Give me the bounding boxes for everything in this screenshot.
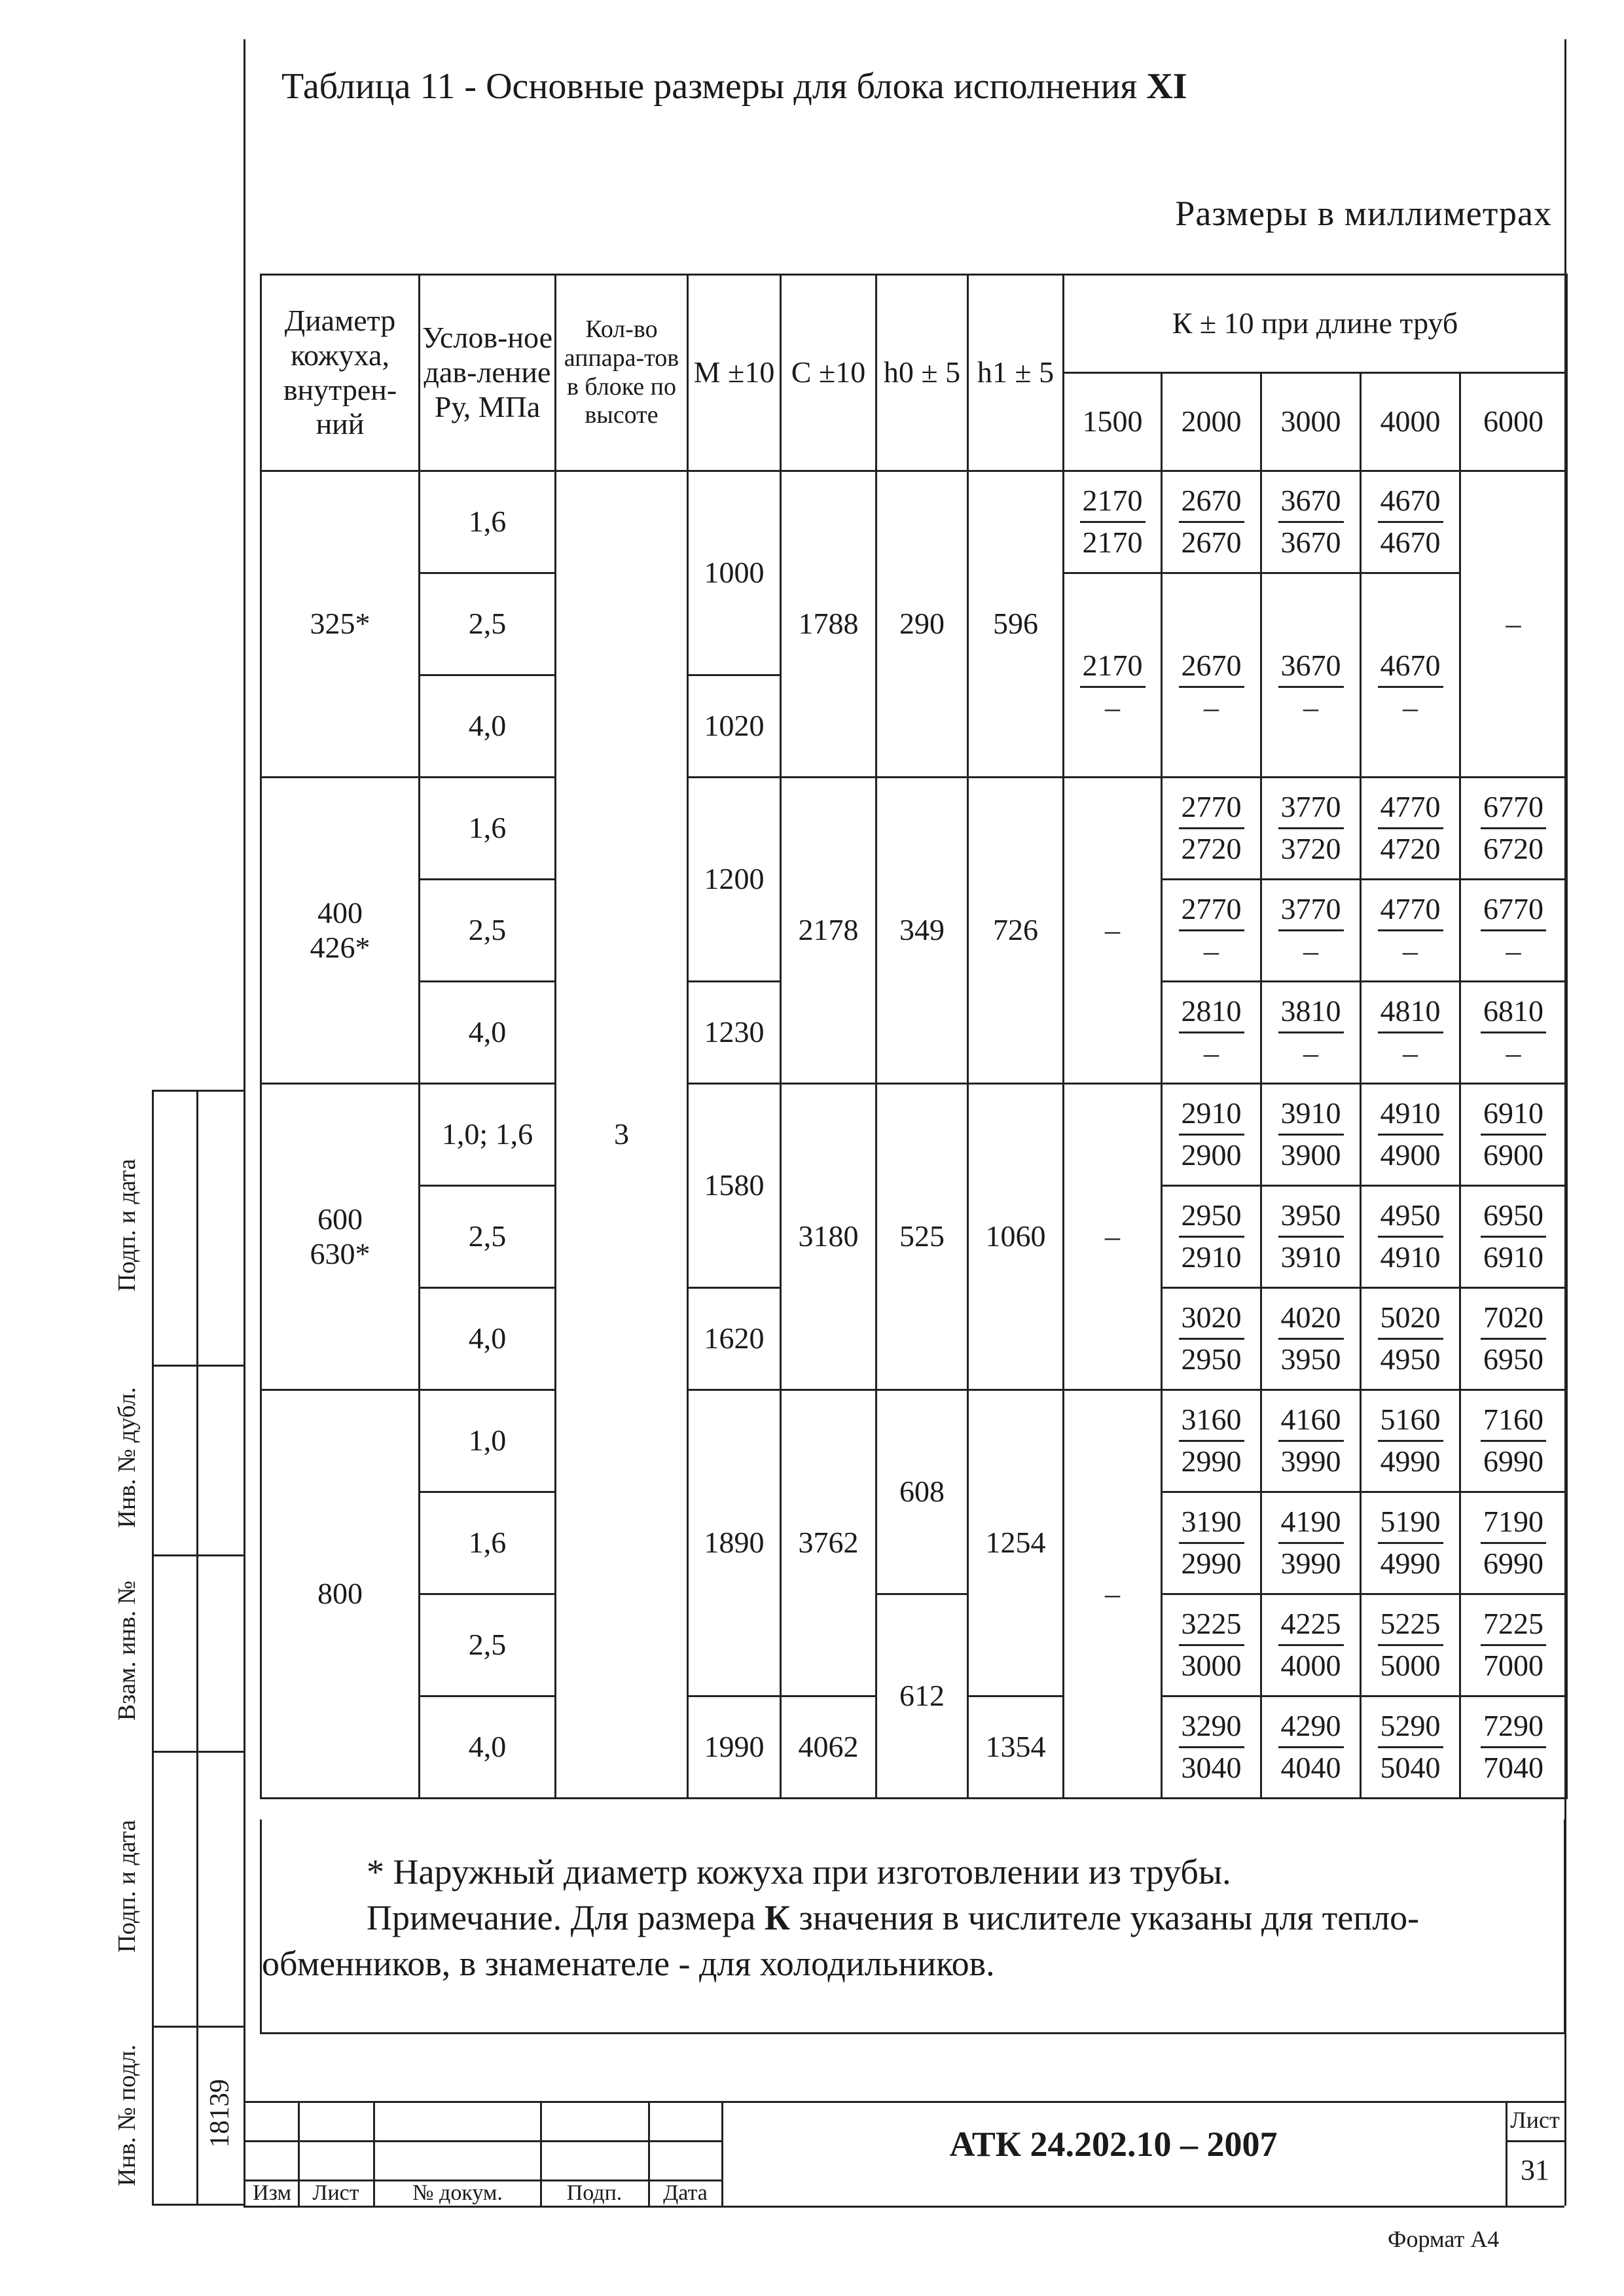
k-value-cell xyxy=(1162,573,1261,726)
header-length: 3000 xyxy=(1261,373,1361,471)
k-value-cell xyxy=(1162,982,1261,1084)
pressure-cell: 1,0; 1,6 xyxy=(420,1084,556,1186)
k-empty-cell xyxy=(1162,726,1261,778)
k-denominator: – xyxy=(1403,934,1418,967)
k-numerator: 3290 xyxy=(1179,1708,1244,1748)
k-fraction xyxy=(1179,1197,1244,1276)
k-fraction xyxy=(1179,1708,1244,1787)
k-denominator: 2910 xyxy=(1181,1240,1242,1274)
k-denominator: 3000 xyxy=(1181,1649,1242,1682)
k-denominator: 3720 xyxy=(1280,832,1341,865)
h0-cell: 349 xyxy=(876,778,968,1084)
m-cell: 1990 xyxy=(688,1696,781,1799)
k-denominator: 5000 xyxy=(1380,1649,1441,1682)
k-numerator: 4160 xyxy=(1278,1401,1344,1442)
k-numerator: 7160 xyxy=(1481,1401,1546,1442)
stamp-label: Взам. инв. № xyxy=(113,1580,141,1721)
k-numerator: 3950 xyxy=(1278,1197,1344,1238)
pressure-cell: 4,0 xyxy=(420,1288,556,1390)
format-label: Формат А4 xyxy=(1388,2226,1500,2252)
k-numerator: 2670 xyxy=(1179,647,1244,688)
k-denominator: – xyxy=(1303,934,1318,967)
tb-col: Дата xyxy=(663,2181,708,2205)
k-fraction xyxy=(1278,789,1344,868)
k-fraction xyxy=(1481,789,1546,868)
k-fraction xyxy=(1378,1503,1443,1583)
k-fraction xyxy=(1378,482,1443,562)
table-row xyxy=(261,1084,1567,1135)
k-numerator: 4670 xyxy=(1378,647,1443,688)
stamp-label: Инв. № подл. xyxy=(113,2044,141,2187)
notes-box xyxy=(260,1820,1566,2034)
m-cell: 1890 xyxy=(688,1390,781,1696)
k-value-cell xyxy=(1460,1594,1567,1696)
header-pressure: Услов-ное дав-ление Ру, МПа xyxy=(420,275,556,471)
k-value-cell xyxy=(1162,1084,1261,1186)
k-numerator: 5190 xyxy=(1378,1503,1443,1544)
k-value-cell xyxy=(1261,1696,1361,1799)
k-value-cell xyxy=(1460,1186,1567,1288)
k-value-cell xyxy=(1361,1696,1460,1799)
k-value-cell xyxy=(1261,1594,1361,1696)
k-value-cell xyxy=(1460,778,1567,880)
dimensions-table xyxy=(260,274,1568,1799)
k-numerator: 2670 xyxy=(1179,482,1244,523)
k-fraction xyxy=(1179,647,1244,726)
document-designation: АТК 24.202.10 – 2007 xyxy=(949,2125,1278,2164)
k-numerator: 4810 xyxy=(1378,993,1443,1033)
k-denominator: 6900 xyxy=(1483,1138,1543,1172)
k-fraction xyxy=(1378,647,1443,726)
remark-line2: обменников, в знаменателе - для холодильников. xyxy=(262,1944,995,1983)
k-value-cell xyxy=(1162,1390,1261,1492)
table-row xyxy=(261,778,1567,829)
k-1500-cell: – xyxy=(1064,1084,1162,1390)
k-denominator: 2990 xyxy=(1181,1444,1242,1478)
k-denominator: 7040 xyxy=(1483,1751,1543,1784)
k-numerator: 6770 xyxy=(1481,891,1546,931)
k-denominator: – xyxy=(1204,934,1219,967)
k-fraction xyxy=(1481,1708,1546,1787)
k-empty-cell xyxy=(1064,726,1162,778)
k-numerator: 4770 xyxy=(1378,789,1443,829)
k-value-cell xyxy=(1361,1084,1460,1186)
m-cell: 1020 xyxy=(688,675,781,778)
stamp-label: Подп. и дата xyxy=(113,1158,141,1292)
k-fraction xyxy=(1378,1605,1443,1685)
k-denominator: 3990 xyxy=(1280,1444,1341,1478)
k-value-cell xyxy=(1361,778,1460,880)
k-denominator: 4910 xyxy=(1380,1240,1441,1274)
k-denominator: – xyxy=(1506,934,1521,967)
k-1500-cell: – xyxy=(1064,778,1162,1084)
k-fraction xyxy=(1378,1197,1443,1276)
h1-cell: 1060 xyxy=(968,1084,1064,1390)
k-denominator: 4670 xyxy=(1380,526,1441,559)
k-denominator: 4950 xyxy=(1380,1342,1441,1376)
k-value-cell xyxy=(1361,880,1460,982)
k-value-cell xyxy=(1261,778,1361,880)
k-value-cell xyxy=(1162,1492,1261,1594)
k-fraction xyxy=(1378,993,1443,1072)
k-denominator: 3950 xyxy=(1280,1342,1341,1376)
k-numerator: 4770 xyxy=(1378,891,1443,931)
k-empty-cell xyxy=(1361,726,1460,778)
k-fraction xyxy=(1278,891,1344,970)
k-denominator: 3670 xyxy=(1280,526,1341,559)
k-denominator: 4900 xyxy=(1380,1138,1441,1172)
k-denominator: 6910 xyxy=(1483,1240,1543,1274)
h1-cell: 1254 xyxy=(968,1390,1064,1696)
k-fraction xyxy=(1278,1503,1344,1583)
header-length: 4000 xyxy=(1361,373,1460,471)
k-numerator: 3910 xyxy=(1278,1095,1344,1136)
k-denominator: 2950 xyxy=(1181,1342,1242,1376)
pressure-cell: 4,0 xyxy=(420,982,556,1084)
k-value-cell xyxy=(1460,1696,1567,1799)
k-numerator: 3225 xyxy=(1179,1605,1244,1646)
k-denominator: 7000 xyxy=(1483,1649,1543,1682)
m-cell: 1580 xyxy=(688,1084,781,1288)
sheet-label: Лист xyxy=(1510,2107,1560,2133)
k-denominator: – xyxy=(1204,690,1219,724)
diameter-cell: 600 630* xyxy=(261,1084,420,1390)
k-value-cell xyxy=(1361,1186,1460,1288)
k-value-cell xyxy=(1162,778,1261,880)
k-numerator: 2910 xyxy=(1179,1095,1244,1136)
header-length: 1500 xyxy=(1064,373,1162,471)
k-numerator: 2950 xyxy=(1179,1197,1244,1238)
k-numerator: 5290 xyxy=(1378,1708,1443,1748)
k-denominator: 4990 xyxy=(1380,1444,1441,1478)
k-numerator: 4190 xyxy=(1278,1503,1344,1544)
k-fraction xyxy=(1481,1503,1546,1583)
k-value-cell xyxy=(1460,1288,1567,1390)
k-numerator: 6910 xyxy=(1481,1095,1546,1136)
header-h1: h1 ± 5 xyxy=(968,275,1064,471)
k-fraction xyxy=(1179,1605,1244,1685)
k-value-cell xyxy=(1162,1594,1261,1696)
table-caption: Таблица 11 - Основные размеры для блока исполнения XI xyxy=(281,66,1187,107)
k-numerator: 4950 xyxy=(1378,1197,1443,1238)
h0-cell: 290 xyxy=(876,471,968,778)
header-length: 2000 xyxy=(1162,373,1261,471)
header-diameter: Диаметр кожуха, внутрен-ний xyxy=(261,275,420,471)
k-value-cell xyxy=(1261,1288,1361,1390)
k-fraction xyxy=(1179,1401,1244,1480)
k-numerator: 3160 xyxy=(1179,1401,1244,1442)
k-value-cell xyxy=(1361,471,1460,573)
k-fraction xyxy=(1481,891,1546,970)
stamp-label: Инв. № дубл. xyxy=(113,1387,141,1528)
k-numerator: 2170 xyxy=(1080,647,1146,688)
k-fraction xyxy=(1481,1401,1546,1480)
k-fraction xyxy=(1481,993,1546,1072)
k-fraction xyxy=(1378,891,1443,970)
k-denominator: 4040 xyxy=(1280,1751,1341,1784)
k-value-cell xyxy=(1361,1390,1460,1492)
k-numerator: 4225 xyxy=(1278,1605,1344,1646)
k-fraction xyxy=(1080,482,1146,562)
k-denominator: – xyxy=(1204,1036,1219,1069)
k-fraction xyxy=(1179,1095,1244,1174)
k-fraction xyxy=(1179,891,1244,970)
k-denominator: 2670 xyxy=(1181,526,1242,559)
k-denominator: – xyxy=(1105,690,1120,724)
k-value-cell xyxy=(1162,1288,1261,1390)
k-numerator: 2770 xyxy=(1179,891,1244,931)
k-value-cell xyxy=(1361,1492,1460,1594)
k-numerator: 5020 xyxy=(1378,1299,1443,1340)
k-denominator: – xyxy=(1403,690,1418,724)
pressure-cell: 1,6 xyxy=(420,471,556,573)
tb-col: Подп. xyxy=(566,2181,623,2205)
pressure-cell: 2,5 xyxy=(420,880,556,982)
h0-cell: 525 xyxy=(876,1084,968,1390)
k-fraction xyxy=(1179,993,1244,1072)
h1-cell: 596 xyxy=(968,471,1064,778)
c-cell: 2178 xyxy=(781,778,876,1084)
k-denominator: – xyxy=(1303,1036,1318,1069)
k-value-cell xyxy=(1261,880,1361,982)
k-denominator: 2170 xyxy=(1082,526,1143,559)
k-fraction xyxy=(1378,1299,1443,1378)
c-cell: 1788 xyxy=(781,471,876,778)
stamp-label: Подп. и дата xyxy=(113,1820,141,1953)
k-6000-cell: – xyxy=(1460,471,1567,778)
k-numerator: 5160 xyxy=(1378,1401,1443,1442)
units-note: Размеры в миллиметрах xyxy=(1175,194,1552,233)
k-value-cell xyxy=(1064,573,1162,726)
k-fraction xyxy=(1481,1197,1546,1276)
tb-col: № докум. xyxy=(412,2181,503,2205)
k-denominator: – xyxy=(1403,1036,1418,1069)
m-cell: 1620 xyxy=(688,1288,781,1390)
k-denominator: 3910 xyxy=(1280,1240,1341,1274)
k-value-cell xyxy=(1460,1084,1567,1186)
k-numerator: 3770 xyxy=(1278,789,1344,829)
k-fraction xyxy=(1278,1095,1344,1174)
k-fraction xyxy=(1481,1299,1546,1378)
k-value-cell xyxy=(1361,982,1460,1084)
k-value-cell xyxy=(1064,471,1162,573)
k-numerator: 7290 xyxy=(1481,1708,1546,1748)
k-numerator: 6770 xyxy=(1481,789,1546,829)
header-count: Кол-во аппара-тов в блоке по высоте xyxy=(556,275,688,471)
k-fraction xyxy=(1378,1095,1443,1174)
pressure-cell: 1,6 xyxy=(420,778,556,880)
k-denominator: 5040 xyxy=(1380,1751,1441,1784)
k-value-cell xyxy=(1261,982,1361,1084)
k-denominator: 4990 xyxy=(1380,1547,1441,1580)
k-denominator: 6990 xyxy=(1483,1547,1543,1580)
tb-col: Лист xyxy=(312,2181,359,2205)
k-numerator: 7225 xyxy=(1481,1605,1546,1646)
k-value-cell xyxy=(1361,1288,1460,1390)
header-length: 6000 xyxy=(1460,373,1567,471)
c-cell: 3180 xyxy=(781,1084,876,1390)
k-denominator: 3900 xyxy=(1280,1138,1341,1172)
k-fraction xyxy=(1278,993,1344,1072)
k-value-cell xyxy=(1361,1594,1460,1696)
k-fraction xyxy=(1179,1503,1244,1583)
k-numerator: 2770 xyxy=(1179,789,1244,829)
h0-cell: 608 xyxy=(876,1390,968,1594)
header-k-group: К ± 10 при длине труб xyxy=(1064,275,1567,373)
m-cell: 1200 xyxy=(688,778,781,982)
pressure-cell: 4,0 xyxy=(420,675,556,778)
pressure-cell: 2,5 xyxy=(420,1594,556,1696)
k-denominator: 3040 xyxy=(1181,1751,1242,1784)
diameter-cell: 325* xyxy=(261,471,420,778)
k-value-cell xyxy=(1162,471,1261,573)
k-fraction xyxy=(1378,1708,1443,1787)
k-fraction xyxy=(1278,1197,1344,1276)
k-value-cell xyxy=(1261,1084,1361,1186)
table-row xyxy=(261,1390,1567,1441)
c-cell: 4062 xyxy=(781,1696,876,1799)
k-numerator: 3770 xyxy=(1278,891,1344,931)
k-numerator: 3670 xyxy=(1278,647,1344,688)
footnote: * Наружный диаметр кожуха при изготовлении из трубы. xyxy=(367,1852,1231,1892)
pressure-cell: 1,6 xyxy=(420,1492,556,1594)
k-denominator: 6720 xyxy=(1483,832,1543,865)
k-denominator: 6950 xyxy=(1483,1342,1543,1376)
frame-left-line xyxy=(244,39,245,2206)
remark: Примечание. Для размера К значения в числителе указаны для тепло- xyxy=(367,1898,1420,1937)
m-cell: 1000 xyxy=(688,471,781,675)
k-value-cell xyxy=(1460,880,1567,982)
k-fraction xyxy=(1278,1708,1344,1787)
m-cell: 1230 xyxy=(688,982,781,1084)
k-denominator: 2720 xyxy=(1181,832,1242,865)
pressure-cell: 1,0 xyxy=(420,1390,556,1492)
table-row xyxy=(261,1594,1567,1645)
k-fraction xyxy=(1481,1605,1546,1685)
k-value-cell xyxy=(1460,1390,1567,1492)
k-value-cell xyxy=(1162,1696,1261,1799)
k-denominator: – xyxy=(1303,690,1318,724)
k-fraction xyxy=(1378,1401,1443,1480)
table-body xyxy=(261,471,1567,1799)
header-h0: h0 ± 5 xyxy=(876,275,968,471)
k-numerator: 6810 xyxy=(1481,993,1546,1033)
h1-cell: 1354 xyxy=(968,1696,1064,1799)
k-fraction xyxy=(1278,482,1344,562)
h1-cell: 726 xyxy=(968,778,1064,1084)
header-c: С ±10 xyxy=(781,275,876,471)
tb-col: Изм xyxy=(252,2181,292,2205)
k-numerator: 7020 xyxy=(1481,1299,1546,1340)
k-denominator: 3990 xyxy=(1280,1547,1341,1580)
k-value-cell xyxy=(1460,1492,1567,1594)
k-denominator: 2900 xyxy=(1181,1138,1242,1172)
k-fraction xyxy=(1080,647,1146,726)
k-empty-cell xyxy=(1261,726,1361,778)
k-numerator: 3670 xyxy=(1278,482,1344,523)
k-fraction xyxy=(1179,482,1244,562)
k-value-cell xyxy=(1261,471,1361,573)
k-value-cell xyxy=(1162,1186,1261,1288)
k-value-cell xyxy=(1261,1492,1361,1594)
k-numerator: 4290 xyxy=(1278,1708,1344,1748)
k-value-cell xyxy=(1261,573,1361,726)
k-numerator: 3810 xyxy=(1278,993,1344,1033)
k-numerator: 6950 xyxy=(1481,1197,1546,1238)
k-denominator: 2990 xyxy=(1181,1547,1242,1580)
header-m: М ±10 xyxy=(688,275,781,471)
pressure-cell: 4,0 xyxy=(420,1696,556,1799)
k-1500-cell: – xyxy=(1064,1390,1162,1799)
k-fraction xyxy=(1278,1401,1344,1480)
sheet-number: 31 xyxy=(1521,2154,1549,2186)
k-value-cell xyxy=(1261,1390,1361,1492)
k-value-cell xyxy=(1261,1186,1361,1288)
k-numerator: 3020 xyxy=(1179,1299,1244,1340)
k-fraction xyxy=(1278,647,1344,726)
k-denominator: 4720 xyxy=(1380,832,1441,865)
inv-number: 18139 xyxy=(205,2079,235,2148)
k-fraction xyxy=(1179,789,1244,868)
diameter-cell: 400 426* xyxy=(261,778,420,1084)
diameter-cell: 800 xyxy=(261,1390,420,1799)
k-value-cell xyxy=(1162,880,1261,982)
k-numerator: 4910 xyxy=(1378,1095,1443,1136)
pressure-cell: 2,5 xyxy=(420,1186,556,1288)
k-numerator: 5225 xyxy=(1378,1605,1443,1646)
k-numerator: 4020 xyxy=(1278,1299,1344,1340)
k-fraction xyxy=(1278,1605,1344,1685)
k-denominator: 4000 xyxy=(1280,1649,1341,1682)
k-fraction xyxy=(1278,1299,1344,1378)
k-numerator: 2810 xyxy=(1179,993,1244,1033)
k-fraction xyxy=(1179,1299,1244,1378)
k-denominator: – xyxy=(1506,1036,1521,1069)
k-value-cell xyxy=(1361,573,1460,726)
h0-cell: 612 xyxy=(876,1594,968,1799)
k-numerator: 7190 xyxy=(1481,1503,1546,1544)
table-row xyxy=(261,471,1567,522)
count-cell: 3 xyxy=(556,471,688,1799)
k-fraction xyxy=(1481,1095,1546,1174)
k-denominator: 6990 xyxy=(1483,1444,1543,1478)
c-cell: 3762 xyxy=(781,1390,876,1696)
k-numerator: 2170 xyxy=(1080,482,1146,523)
k-numerator: 3190 xyxy=(1179,1503,1244,1544)
pressure-cell: 2,5 xyxy=(420,573,556,675)
k-numerator: 4670 xyxy=(1378,482,1443,523)
k-fraction xyxy=(1378,789,1443,868)
side-stamp-divider xyxy=(196,1090,198,2206)
k-value-cell xyxy=(1460,982,1567,1084)
